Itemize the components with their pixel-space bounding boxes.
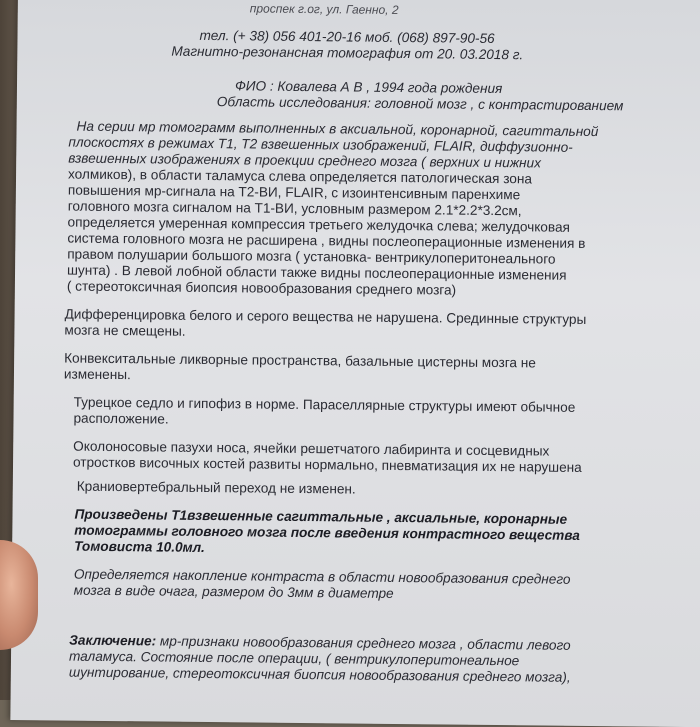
- text-line: отростков височных костей развиты нормально, пневматизация их не нарушена: [72, 454, 582, 475]
- text-line: повышения мр-сигнала на Т2-ВИ, FLAIR, с изоинтенсивным паренхиме: [67, 182, 521, 203]
- text-line: Конвекситальные ликворные пространства, базальные цистерны мозга не: [64, 350, 536, 371]
- text-line: изменены.: [63, 366, 131, 383]
- text-line: Произведены Т1взвешенные сагиттальные , аксиальные, коронарные: [74, 506, 568, 527]
- text-line: Определяется накопление контраста в области новообразования среднего: [73, 566, 571, 587]
- text-line: Томовиста 10.0мл.: [74, 538, 205, 555]
- text-line: ( стереотоксичная биопсия новообразования среднего мозга): [66, 278, 457, 298]
- text-line: шунтирование, стереотоксичная биопсия новообразования среднего мозга),: [68, 664, 571, 685]
- text-line: шунта) . В левой лобной области также видны послеоперационные изменения: [66, 262, 567, 283]
- text-line: взвешенных изображениях в проекции среднего мозга ( верхних и нижних: [68, 150, 542, 171]
- text-line: Околоносовые пазухи носа, ячейки решетчатого лабиринта и сосцевидных: [73, 438, 550, 459]
- text-line: система головного мозга не расширена , видны послеоперационные изменения в: [67, 230, 586, 251]
- text-line: мозга в виде очага, размером до 3мм в диаметре: [73, 582, 394, 601]
- patient-name-line: ФИО : Ковалева А В , 1994 года рождения: [234, 78, 503, 97]
- conclusion-label: Заключение:: [69, 632, 157, 649]
- text-line: холмиков), в области таламуса слева определяется патологическая зона: [67, 166, 533, 187]
- conclusion-text: мр-признаки новообразования среднего мозга , области левого: [156, 633, 571, 653]
- text-line: таламуса. Состояние после операции, ( вентрикулоперитонеальное: [68, 648, 520, 669]
- text-line: Краниовертебральный переход не изменен.: [76, 478, 356, 497]
- text-line: правом полушарии большого мозга ( установка- вентрикулоперитонеального: [67, 246, 556, 267]
- text-line: Дифференцировка белого и серого вещества не нарушена. Срединные структуры: [64, 306, 587, 327]
- text-line: расположение.: [73, 410, 169, 427]
- text-line: томограммы головного мозга после введения контрастного вещества: [74, 522, 580, 543]
- text-line: На серии мр томограмм выполненных в аксиальной, коронарной, сагиттальной: [76, 118, 599, 140]
- medical-report-page: [10, 0, 700, 727]
- address-fragment: проcпек г.ог, ул. Гаеннo, 2: [249, 1, 399, 17]
- text-line: определяется умеренная компрессия третьего желудочка слева; желудочковая: [67, 214, 570, 235]
- exam-area-line: Область исследования: головной мозг , с контрастированием: [216, 94, 624, 114]
- text-line: головного мозга сигналом на Т1-ВИ, условным размером 2.1*2.2*3.2см,: [67, 198, 522, 219]
- exam-date-line: Магнитно-резонансная томография от 20. 03.2018 г.: [171, 43, 524, 63]
- text-line: плоскостях в режимах Т1, Т2 взвешенных изображений, FLAIR, диффузионно-: [68, 134, 573, 155]
- text-line: Турецкое седло и гипофиз в норме. Параселлярные структуры имеют обычное: [73, 394, 576, 415]
- text-line: мозга не смещены.: [64, 322, 186, 339]
- phone-line: тел. (+ 38) 056 401-20-16 моб. (068) 897-90-56: [199, 27, 495, 46]
